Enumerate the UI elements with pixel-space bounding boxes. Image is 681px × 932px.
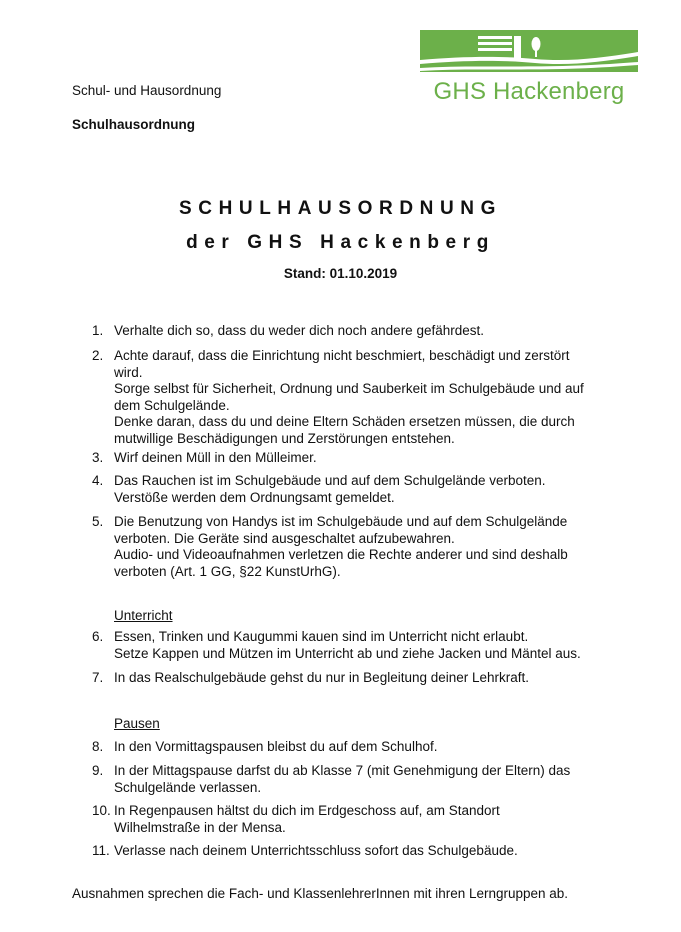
rule-number: 10.: [92, 803, 111, 818]
document-title: SCHULHAUSORDNUNG: [178, 198, 503, 219]
document-section-label: Schulhausordnung: [72, 117, 195, 132]
rule-text: In Regenpausen hältst du dich im Erdgeschoss auf, am Standort: [114, 803, 500, 818]
rule-text: Verlasse nach deinem Unterrichtsschluss sofort das Schulgebäude.: [114, 843, 518, 858]
rule-text: Achte darauf, dass die Einrichtung nicht beschmiert, beschädigt und zerstört: [114, 348, 570, 363]
logo-text: GHS Hackenberg: [433, 78, 625, 105]
rule-text: Wilhelmstraße in der Mensa.: [114, 819, 286, 835]
rule-text: mutwillige Beschädigungen und Zerstörungen entstehen.: [114, 430, 455, 446]
rule-number: 1.: [92, 323, 104, 338]
rule-number: 9.: [92, 763, 104, 778]
rule-text: dem Schulgelände.: [114, 397, 230, 413]
footer-note: Ausnahmen sprechen die Fach- und KlassenlehrerInnen mit ihren Lerngruppen ab.: [72, 886, 569, 901]
rule-text: Verhalte dich so, dass du weder dich noch andere gefährdest.: [114, 323, 484, 338]
rule-text: Wirf deinen Müll in den Mülleimer.: [114, 450, 317, 465]
rule-text: Verstöße werden dem Ordnungsamt gemeldet.: [114, 489, 395, 505]
rule-text: Das Rauchen ist im Schulgebäude und auf dem Schulgelände verboten.: [114, 473, 546, 488]
rule-number: 6.: [92, 629, 104, 644]
rule-number: 4.: [92, 473, 104, 488]
rule-text: verboten. Die Geräte sind ausgeschaltet aufzubewahren.: [114, 530, 455, 546]
rule-text: Setze Kappen und Mützen im Unterricht ab und ziehe Jacken und Mäntel aus.: [114, 645, 581, 661]
rule-text: Schulgelände verlassen.: [114, 779, 262, 795]
rule-text: verboten (Art. 1 GG, §22 KunstUrhG).: [114, 563, 341, 579]
rule-number: 3.: [92, 450, 104, 465]
rule-text: Die Benutzung von Handys ist im Schulgebäude und auf dem Schulgelände: [114, 514, 568, 529]
rule-text: Essen, Trinken und Kaugummi kauen sind im Unterricht nicht erlaubt.: [114, 629, 529, 644]
rule-number: 2.: [92, 348, 104, 363]
rule-text: Denke daran, dass du und deine Eltern Schäden ersetzen müssen, die durch: [114, 414, 575, 429]
rule-text: In das Realschulgebäude gehst du nur in Begleitung deiner Lehrkraft.: [114, 670, 530, 685]
logo-banner-icon: [420, 30, 638, 72]
rule-text: In den Vormittagspausen bleibst du auf dem Schulhof.: [114, 739, 438, 754]
rule-number: 5.: [92, 514, 104, 529]
school-logo: [420, 30, 638, 106]
section-heading-pausen: Pausen: [114, 716, 160, 731]
rule-text: In der Mittagspause darfst du ab Klasse 7 (mit Genehmigung der Eltern) das: [114, 763, 571, 778]
rule-text: wird.: [114, 364, 143, 380]
rule-text: Sorge selbst für Sicherheit, Ordnung und Sauberkeit im Schulgebäude und auf: [114, 381, 584, 396]
document-subtitle: Schul- und Hausordnung: [72, 83, 222, 98]
rule-number: 11.: [92, 843, 110, 858]
rule-number: 8.: [92, 739, 104, 754]
stand-date: Stand: 01.10.2019: [283, 266, 398, 281]
document-title-school: der GHS Hackenberg: [186, 232, 495, 253]
rule-text: Audio- und Videoaufnahmen verletzen die Rechte anderer und sind deshalb: [114, 547, 568, 562]
section-heading-unterricht: Unterricht: [114, 608, 173, 623]
rule-number: 7.: [92, 670, 104, 685]
